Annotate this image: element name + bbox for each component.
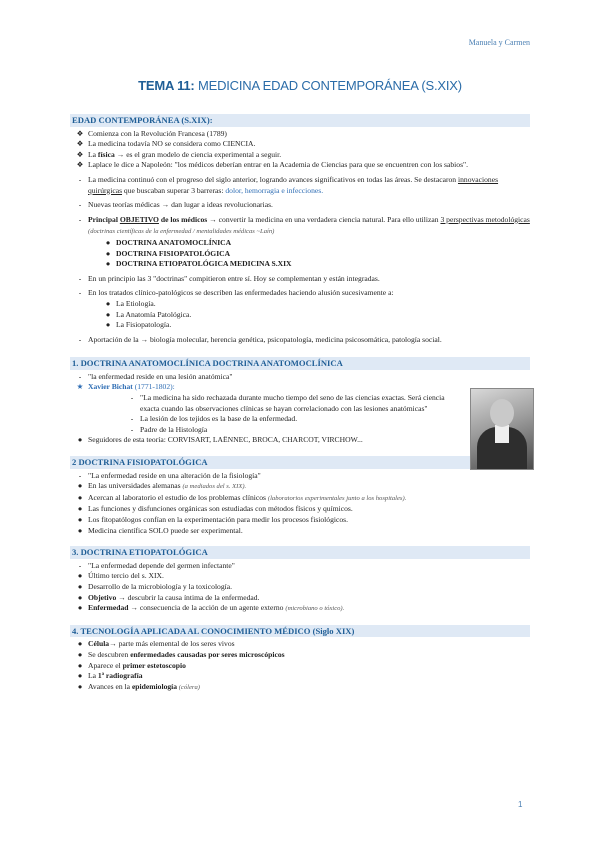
dot-bullet-icon: ●: [77, 592, 83, 602]
list-item: ● Medicina científica SOLO puede ser experimental.: [70, 526, 530, 537]
document-body: [70, 108, 530, 693]
list-item: ● La Anatomía Patológica.: [70, 310, 530, 321]
dash-bullet-icon: -: [78, 200, 82, 210]
bullet-list: [70, 561, 530, 615]
list-item: ● Enfermedad → consecuencia de la acción de un agente externo (microbiano o tóxico).: [70, 603, 530, 615]
bullet-list: [70, 471, 530, 537]
dash-bullet-icon: -: [130, 414, 134, 424]
list-item: ● Seguidores de esta teoría: CORVISART, LAËNNEC, BROCA, CHARCOT, VIRCHOW...: [70, 435, 548, 446]
star-bullet-icon: ★: [76, 382, 84, 392]
bullet-list: [70, 129, 530, 346]
list-item: ● La Etiología.: [70, 299, 530, 310]
list-item: ● Acercan al laboratorio el estudio de los problemas clínicos (laboratorios experimentales junto a los hospitales).: [70, 493, 530, 505]
dot-bullet-icon: ●: [77, 681, 83, 691]
list-item: - En un principio las 3 "doctrinas" compitieron entre sí. Hoy se complementan y están integradas.: [70, 274, 530, 285]
dot-bullet-icon: ●: [105, 320, 111, 330]
dot-bullet-icon: ●: [105, 237, 111, 247]
dash-bullet-icon: -: [78, 214, 82, 224]
list-item: - Principal OBJETIVO de los médicos → convertir la medicina en una verdadera ciencia natural. Para ello utilizan 3 perspectivas metodológicas (doctrinas científicas de la enfermedad / mentalidades médicas ~Laín): [70, 215, 530, 238]
page-number: 1: [518, 800, 523, 809]
list-item: ● Se descubren enfermedades causadas por seres microscópicos: [70, 650, 530, 661]
list-item: - "la enfermedad reside en una lesión anatómica": [70, 372, 465, 383]
list-item: - Padre de la Histología: [70, 425, 465, 436]
bichat-portrait-image: [470, 388, 534, 470]
dot-bullet-icon: ●: [77, 603, 83, 613]
list-item: ● La Fisiopatología.: [70, 320, 530, 331]
page-title: [0, 78, 600, 93]
list-item: ❖ La física → es el gran modelo de ciencia experimental a seguir.: [70, 150, 530, 161]
list-item: - Nuevas teorías médicas → dan lugar a ideas revolucionarias.: [70, 200, 530, 211]
list-item: ❖ Laplace le dice a Napoleón: "los médicos deberían entrar en la Academia de Ciencias para que se encuentren con los sabios".: [70, 160, 530, 171]
dot-bullet-icon: ●: [77, 492, 83, 502]
dot-bullet-icon: ●: [77, 435, 83, 445]
list-item: - En los tratados clínico-patológicos se describen las enfermedades haciendo alusión sucesivamente a:: [70, 288, 530, 299]
section-heading: 4. TECNOLOGÍA APLICADA AL CONOCIMIENTO MÉDICO (Siglo XIX): [70, 625, 530, 638]
list-item: - "La enfermedad reside en una alteración de la fisiología": [70, 471, 530, 482]
dot-bullet-icon: ●: [105, 309, 111, 319]
dash-bullet-icon: -: [78, 334, 82, 344]
portrait-head-shape: [490, 399, 514, 427]
diamond-bullet-icon: ❖: [76, 160, 84, 170]
dash-bullet-icon: -: [78, 470, 82, 480]
dash-bullet-icon: -: [78, 560, 82, 570]
list-item: ❖ Comienza con la Revolución Francesa (1789): [70, 129, 530, 140]
dash-bullet-icon: -: [78, 371, 82, 381]
title-number: TEMA 11:: [138, 78, 195, 93]
diamond-bullet-icon: ❖: [76, 139, 84, 149]
list-item: ● DOCTRINA ETIOPATOLÓGICA MEDICINA S.XIX: [70, 259, 530, 270]
list-item: ❖ La medicina todavía NO se considera como CIENCIA.: [70, 139, 530, 150]
list-item: - "La enfermedad depende del germen infectante": [70, 561, 530, 572]
list-item: ● La 1ª radiografía: [70, 671, 530, 682]
list-item: ● En las universidades alemanas (a mediados del s. XIX).: [70, 481, 530, 493]
section-heading: 1. DOCTRINA ANATOMOCLÍNICA DOCTRINA ANATOMOCLÍNICA: [70, 357, 530, 370]
portrait-collar-shape: [495, 425, 509, 443]
list-item: ● Último tercio del s. XIX.: [70, 571, 530, 582]
dot-bullet-icon: ●: [77, 515, 83, 524]
list-item: ● Célula→ parte más elemental de los seres vivos: [70, 639, 530, 650]
dot-bullet-icon: ●: [77, 525, 83, 535]
list-item: ● Objetivo → descubrir la causa íntima de la enfermedad.: [70, 593, 530, 604]
dot-bullet-icon: ●: [77, 660, 83, 670]
list-item: ★ Xavier Bichat (1771-1802):: [70, 382, 465, 393]
dot-bullet-icon: ●: [77, 504, 83, 514]
diamond-bullet-icon: ❖: [76, 149, 84, 159]
list-item: ● Los fitopatólogos confían en la experimentación para medir los procesos fisiológicos.: [70, 515, 530, 526]
section-heading: 3. DOCTRINA ETIOPATOLÓGICA: [70, 546, 530, 559]
dash-bullet-icon: -: [78, 174, 82, 184]
list-item: - "La medicina ha sido rechazada durante mucho tiempo del seno de las ciencias exactas. Será ciencia exacta cuando las observaciones clínicas se hayan correlacionado con las lesiones anatómicas": [70, 393, 465, 414]
list-item: ● Desarrollo de la microbiología y la toxicología.: [70, 582, 530, 593]
list-item: ● Aparece el primer estetoscopio: [70, 661, 530, 672]
dash-bullet-icon: -: [130, 393, 134, 403]
title-text: MEDICINA EDAD CONTEMPORÁNEA (S.XIX): [194, 78, 462, 93]
list-item: ● Avances en la epidemiología (cólera): [70, 682, 530, 694]
list-item: - Aportación de la → biología molecular, herencia genética, psicopatología, medicina psicosomática, patología social.: [70, 335, 530, 346]
list-item: - La lesión de los tejidos es la base de la enfermedad.: [70, 414, 465, 425]
list-item: ● DOCTRINA ANATOMOCLÍNICA: [70, 238, 530, 249]
list-item: ● Las funciones y disfunciones orgánicas son estudiadas con métodos físicos y químicos.: [70, 504, 530, 515]
dot-bullet-icon: ●: [105, 259, 111, 269]
diamond-bullet-icon: ❖: [76, 128, 84, 138]
dot-bullet-icon: ●: [105, 248, 111, 258]
dash-bullet-icon: -: [78, 288, 82, 298]
dash-bullet-icon: -: [78, 273, 82, 283]
list-item: - La medicina continuó con el progreso del siglo anterior, logrando avances significativos en todas las áreas. Se destacaron innovaciones quirúrgicas que buscaban superar 3 barreras: dolor, hemorragia e infecciones.: [70, 175, 530, 196]
dot-bullet-icon: ●: [105, 298, 111, 308]
bullet-list: [70, 372, 465, 446]
author-name: Manuela y Carmen: [468, 38, 530, 47]
dot-bullet-icon: ●: [77, 481, 83, 491]
section-heading: EDAD CONTEMPORÁNEA (S.XIX):: [70, 114, 530, 127]
dot-bullet-icon: ●: [77, 581, 83, 591]
list-item: ● DOCTRINA FISIOPATOLÓGICA: [70, 249, 530, 260]
dot-bullet-icon: ●: [77, 571, 83, 581]
dot-bullet-icon: ●: [77, 649, 83, 659]
dash-bullet-icon: -: [130, 424, 134, 434]
section-heading: 2 DOCTRINA FISIOPATOLÓGICA: [70, 456, 530, 469]
bullet-list: [70, 639, 530, 693]
dot-bullet-icon: ●: [77, 639, 83, 649]
dot-bullet-icon: ●: [77, 671, 83, 681]
